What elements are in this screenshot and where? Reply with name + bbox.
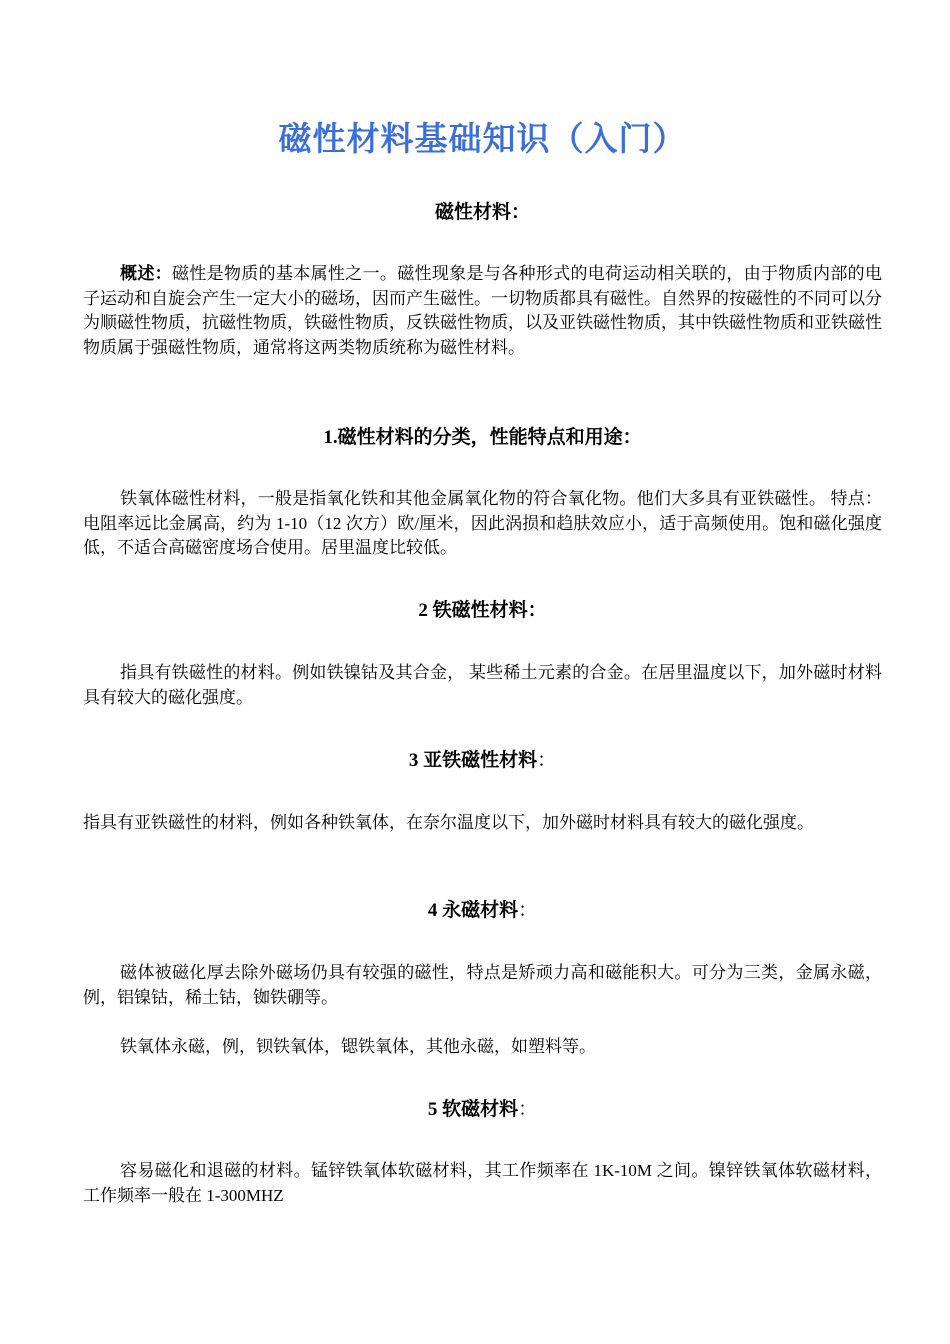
section-heading-permanent (83, 897, 882, 925)
document-title: 磁性材料基础知识（入门） (278, 122, 687, 158)
ferrimagnetic-heading-text: 3 亚铁磁性材料 (408, 750, 538, 771)
soft-paragraph: 容易磁化和退磁的材料。锰锌铁氧体软磁材料，其工作频率在 1K-10M 之间。镍锌铁氧体软磁材料，工作频率一般在 1-300MHZ (83, 1161, 882, 1205)
section-heading-ferrimagnetic (83, 747, 882, 775)
ferrimagnetic-paragraph: 指具有亚铁磁性的材料，例如各种铁氧体，在奈尔温度以下，加外磁时材料具有较大的磁化强度。 (83, 813, 814, 832)
permanent-paragraph-2: 铁氧体永磁，例，钡铁氧体，锶铁氧体，其他永磁，如塑料等。 (120, 1037, 596, 1056)
section-heading-classification: 1.磁性材料的分类，性能特点和用途： (323, 427, 642, 448)
ferromagnetic-paragraph: 指具有铁磁性的材料。例如铁镍钴及其合金， 某些稀土元素的合金。在居里温度以下，加外磁时材料具有较大的磁化强度。 (83, 663, 882, 707)
overview-lead: 概述： (120, 264, 172, 283)
soft-heading-text: 5 软磁材料 (427, 1099, 519, 1120)
permanent-heading-colon: ： (518, 900, 538, 921)
ferrite-paragraph: 铁氧体磁性材料，一般是指氧化铁和其他金属氧化物的符合氧化物。他们大多具有亚铁磁性。 特点：电阻率远比金属高，约为 1-10（12 次方）欧/厘米，因此涡损和趋肤效应小，适于高频使用。饱和磁化强度低，不适合高磁密度场合使用。居里温度比较低。 (83, 489, 882, 557)
section-heading-magnetic-materials: 磁性材料： (434, 202, 530, 223)
permanent-heading-text: 4 永磁材料 (427, 900, 519, 921)
section-heading-ferromagnetic: 2 铁磁性材料： (418, 600, 547, 621)
soft-heading-colon: ： (518, 1099, 538, 1120)
overview-paragraph (83, 262, 882, 360)
permanent-paragraph-1: 磁体被磁化厚去除外磁场仍具有较强的磁性，特点是矫顽力高和磁能积大。可分为三类，金属永磁，例，铝镍钴，稀土钴，铷铁硼等。 (83, 963, 882, 1007)
ferrimagnetic-heading-colon: ： (537, 750, 557, 771)
overview-text: 磁性是物质的基本属性之一。磁性现象是与各种形式的电荷运动相关联的，由于物质内部的电子运动和自旋会产生一定大小的磁场，因而产生磁性。一切物质都具有磁性。自然界的按磁性的不同可以分为顺磁性物质，抗磁性物质，铁磁性物质，反铁磁性物质，以及亚铁磁性物质，其中铁磁性物质和亚铁磁性物质属于强磁性物质，通常将这两类物质统称为磁性材料。 (83, 264, 883, 357)
section-heading-soft (83, 1096, 882, 1124)
